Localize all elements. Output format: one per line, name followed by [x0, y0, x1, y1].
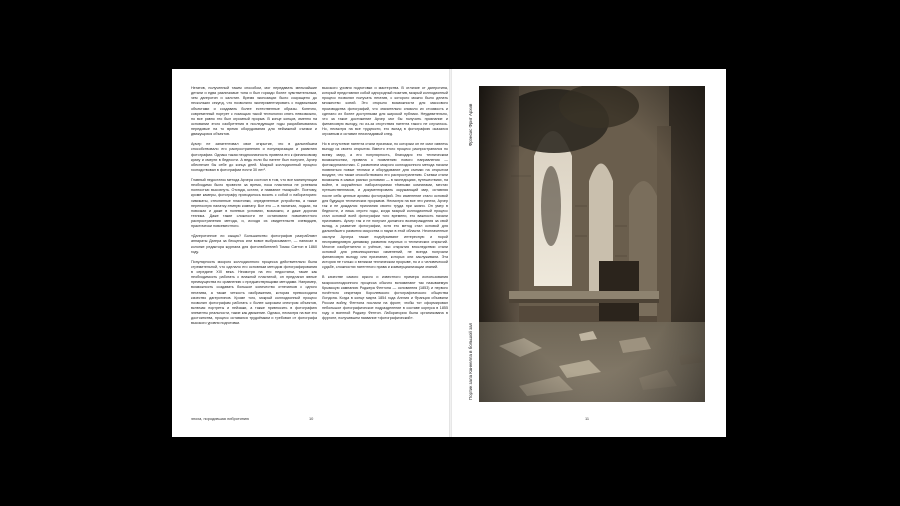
paragraph: В качестве самого яркого и известного примера использования мокроколлодионного процесса обычно вспоминают так называемую Крымскую кампанию Роджера Фентона — основателя (1853) и первого почётного секретаря Королевского фотографического общества Лондона. Когда в конце марта 1854 года Англия и Франция объявили России войну, Фентона послали на фронт, чтобы тот сформировал небольшое фотографическое подразделение в составе корпуса в 1855 году и военной Роджер Фентон. Лаборатория была организована в фургоне, получившем название «фотографический».: [322, 275, 448, 321]
running-head: эпоха, породившая либротипию: [191, 416, 250, 421]
page-number: 11: [585, 416, 590, 421]
left-page: [172, 69, 449, 437]
text-column-left: [191, 86, 317, 402]
page-number: 10: [309, 416, 314, 421]
paragraph: Главный недостаток метода Арчера состоял в том, что все манипуляции необходимо было провести за время, пока пластинка не успевала полностью высохнуть. Отсюда, кстати, и название «мокрый». Поэтому, кроме камеры, фотографу приходилось возить с собой и лабораторию: химикаты, стеклянные пластинки, определенные устройства, а также переносную палатку-темную комнату. Все это — в палатках, лодках, на повозках и даже в полевых условиях, возможно, и даже дорогая техника. Даже такие сложности не остановили повсеместного распространения метода, и, исходя из свидетельств очевидцев, практически повсеместного.: [191, 178, 317, 229]
photo-credit: Фрэнсис Фрит Архив: [468, 103, 473, 146]
photo-image: [479, 86, 705, 402]
paragraph: «Дагеротипное ли сыщик? Большинство фотографов разграбляют аппараты Дагера за бесценок или вовсе выбрасывают», — написал в колонке редактора журнала для фотолюбителей Томас Саттон в 1860 году.: [191, 234, 317, 254]
right-page: [452, 69, 726, 437]
paragraph: Популярность мокрого коллодионного процесса действительно была стремительной, что сделало его основным методом фотографирования в середине XIX века. Несмотря на его недостатки, такие как необходимость работать с влажной пластиной, он предлагал явные преимущества по сравнению с предшествующими методами. Например, возможность создавать большое количество отпечатков с одного негатива, а также четкость изображения, которая превосходила качество дагеротипов. Кроме того, мокрый коллодионный процесс позволил фотографам работать с более широким спектром объектов, включая портреты и пейзажи, а также привносить в фотографию элементы реальности, такие как движение. Однако, несмотря на все его достоинства, процесс оставался трудоёмким и требовал от фотографа высокого уровня подготовки.: [191, 259, 317, 326]
paragraph: Арчер не запатентовал свое открытие, что в дальнейшем способствовало его распространению и популяризации и развитию фотографии. Однако такая неоднозначность привела его к финансовому краху и смерти в бедности. А ведь если бы патент был получен, Арчер обеспечил бы себе до конца дней. Мокрый коллодионный процесс господствовал в фотографии почти 30 лет¹.: [191, 142, 317, 172]
ruin-photograph: [479, 86, 705, 402]
vertical-caption: [466, 86, 476, 402]
paragraph: высокого уровня подготовки и мастерства. В отличие от дагеротипа, который представлял собой однородный позитив, мокрый коллодионный процесс позволял получать негатив, с которого можно было делать множество копий. Это открыло возможности для массового производства фотографий, что значительно снизило их стоимость и сделало их более доступными для широкой публики. Неудивительно, что за такое достижение Арчер мог бы получить признание и финансовую выгоду, но из-за отсутствия патента такого не случилось. Но, несмотря на все трудности, его вклад в фотографию оказался огромным и оставил неизгладимый след.: [322, 86, 448, 137]
text-column-right: [322, 86, 448, 402]
paragraph: Негатив, полученный таким способом, мог передавать мельчайшие детали и едва различимые тона и был гораздо более чувствительным, чем дагеротип и калотип. Время экспозиции было сокращено до нескольких секунд, что позволило экспериментировать с подвижными объектами и создавать более естественные образы. Конечно, современный портрет с помощью такой технологии снять невозможно, но все равно это был огромный прорыв. В конце концов, именно на основании этого изобретения в последующие годы разрабатывались передовые на то время оборудования для пейзажной съемки и движущихся объектов.: [191, 86, 317, 137]
paragraph: Но в отсутствие патента стали признаки, по которым он не смог извлечь выгоду из своего открытия. Вместо этого процесс распространился по всему миру, а его популярность, благодаря его техническим возможностям, привела к появлению нового направления — фотожурналистики. С развитием мокрого коллодионного метода начали появляться новые техники и оборудование для съемки на открытом воздухе, что также способствовало его распространению. Съемки стали возможны в самых разных условиях — в экспедициях, путешествиях, на войне, в окружённых лабораториями тёмными комнатами, местах путешественников, и документировать окружающий мир, оставляя после себя ценные архивы фотографий. Это изменение стало основой для будущих технических прорывов. Несмотря на все эти успехи, Арчер так и не дождался признания своего труда при жизни. Он умер в бедности, и лишь спустя годы, когда мокрый коллодионный процесс стал основой всей фотографии того времени, его важность начали признавать. Арчер так и не получил должного вознаграждения за свой вклад, а развитие фотографии, хотя его метод стал основой для дальнейшего развития искусства и науки в этой области. Неоплаченные заслуги Арчера также подчёркивают интересную и порой несправедливую динамику развития научных и технических открытий. Многие изобретатели и учёные, чьи открытия впоследствии стали основой для революционных изменений, не всегда получали финансовую выгоду или признание, которых они заслуживали. Эта история не только о великом техническом прорыве, но и о человеческой судьбе, сложностях патентного права и коммерциализации знаний.: [322, 142, 448, 270]
photo-caption: Портик зала Каннелла в большой зал: [468, 322, 473, 400]
